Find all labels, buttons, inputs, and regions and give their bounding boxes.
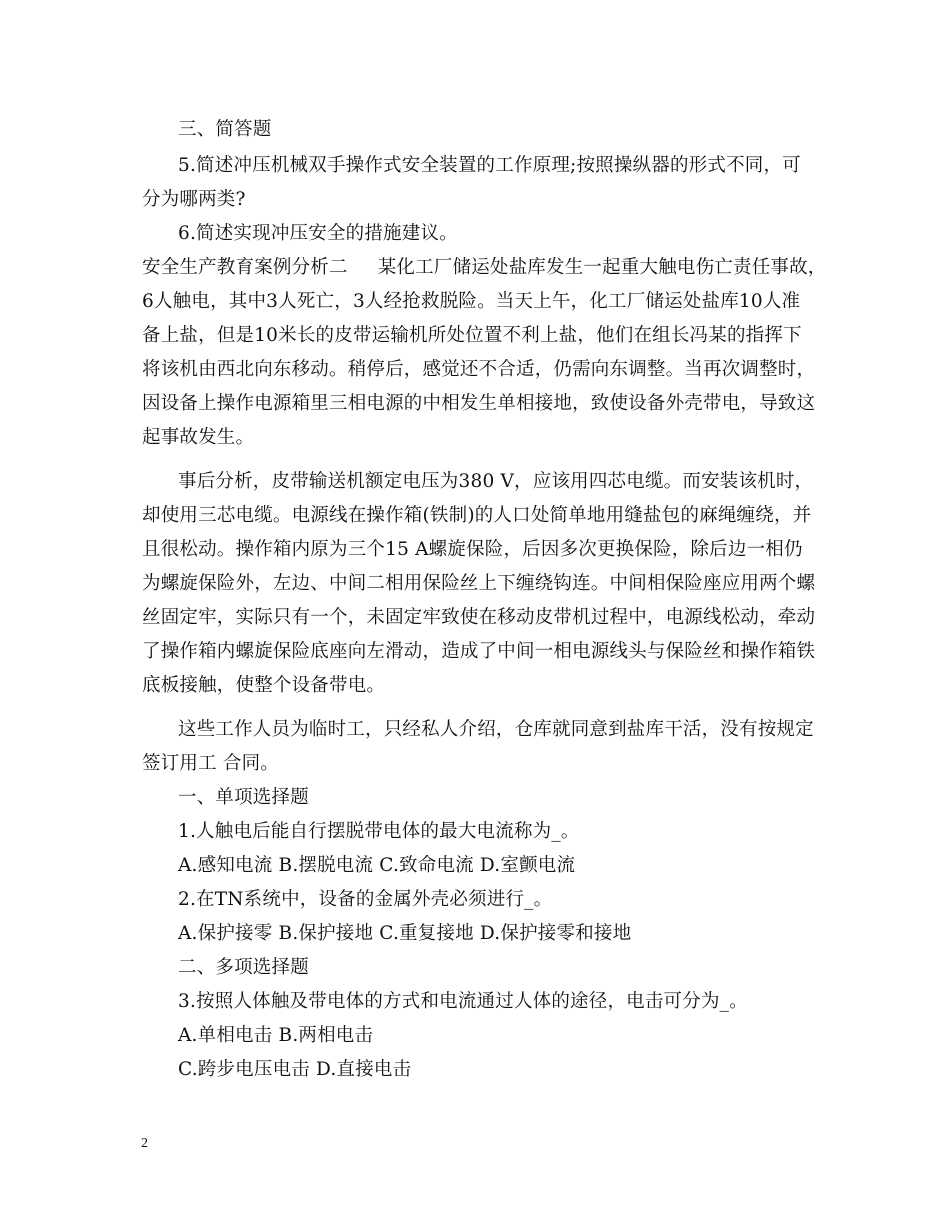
question-3-options-line-1: A.单相电击 B.两相电击 bbox=[178, 1025, 374, 1046]
case-title-line bbox=[142, 255, 827, 281]
question-6: 6.简述实现冲压安全的措施建议。 bbox=[178, 223, 458, 244]
case-paragraph-line-5: 因设备上操作电源箱里三相电源的中相发生单相接地，致使设备外壳带电，导致这 bbox=[142, 393, 816, 414]
page-number: 2 bbox=[141, 1136, 148, 1151]
case-paragraph-line-4: 将该机由西北向东移动。稍停后，感觉还不合适，仍需向东调整。当再次调整时， bbox=[142, 359, 816, 380]
question-5-line-2: 分为哪两类? bbox=[142, 189, 246, 210]
analysis-line-6: 了操作箱内螺旋保险底座向左滑动，造成了中间一相电源线头与保险丝和操作箱铁 bbox=[142, 641, 816, 662]
analysis-line-5: 丝固定牢，实际只有一个，未固定牢致使在移动皮带机过程中，电源线松动，牵动 bbox=[142, 607, 816, 628]
question-1-options: A.感知电流 B.摆脱电流 C.致命电流 D.室颤电流 bbox=[178, 855, 576, 876]
workers-line-2: 签订用工 合同。 bbox=[142, 753, 279, 774]
analysis-line-1: 事后分析，皮带输送机额定电压为380 V，应该用四芯电缆。而安装该机时， bbox=[178, 471, 814, 492]
analysis-line-2: 却使用三芯电缆。电源线在操作箱(铁制)的人口处简单地用缝盐包的麻绳缠绕，并 bbox=[142, 505, 812, 526]
question-3-options-line-2: C.跨步电压电击 D.直接电击 bbox=[178, 1059, 412, 1080]
workers-line-1: 这些工作人员为临时工，只经私人介绍，仓库就同意到盐库干活，没有按规定 bbox=[178, 719, 814, 740]
case-title: 安全生产教育案例分析二 bbox=[142, 257, 348, 278]
case-paragraph-line-6: 起事故发生。 bbox=[142, 427, 255, 448]
case-text-start: 某化工厂储运处盐库发生一起重大触电伤亡责任事故， bbox=[377, 257, 827, 278]
question-3: 3.按照人体触及带电体的方式和电流通过人体的途径，电击可分为_。 bbox=[178, 991, 748, 1012]
section-heading-short-answer: 三、简答题 bbox=[178, 119, 272, 140]
analysis-line-4: 为螺旋保险外，左边、中间二相用保险丝上下缠绕钩连。中间相保险座应用两个螺 bbox=[142, 573, 816, 594]
analysis-line-7: 底板接触，使整个设备带电。 bbox=[142, 675, 386, 696]
case-paragraph-line-2: 6人触电，其中3人死亡，3人经抢救脱险。当天上午，化工厂储运处盐库10人准 bbox=[142, 291, 801, 312]
section-heading-single-choice: 一、单项选择题 bbox=[178, 787, 309, 808]
analysis-line-3: 且很松动。操作箱内原为三个15 A螺旋保险，后因多次更换保险，除后边一相仍 bbox=[142, 539, 803, 560]
section-heading-multiple-choice: 二、多项选择题 bbox=[178, 957, 309, 978]
question-5-line-1: 5.简述冲压机械双手操作式安全装置的工作原理;按照操纵器的形式不同，可 bbox=[178, 155, 801, 176]
question-2: 2.在TN系统中，设备的金属外壳必须进行_。 bbox=[178, 889, 553, 910]
question-1: 1.人触电后能自行摆脱带电体的最大电流称为_。 bbox=[178, 821, 580, 842]
question-2-options: A.保护接零 B.保护接地 C.重复接地 D.保护接零和接地 bbox=[178, 923, 632, 944]
case-paragraph-line-3: 备上盐，但是10米长的皮带运输机所处位置不利上盐，他们在组长冯某的指挥下 bbox=[142, 325, 802, 346]
